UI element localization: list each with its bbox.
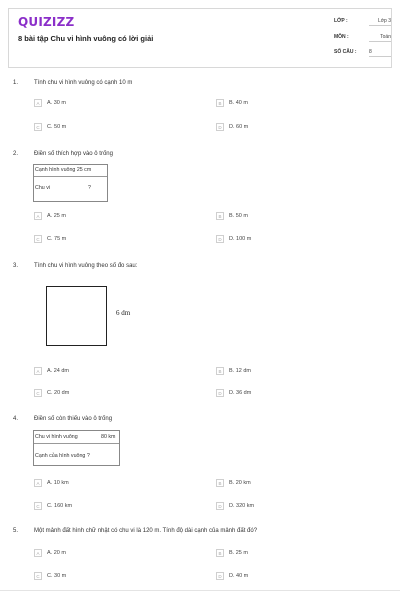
option-letter-box: D — [216, 502, 224, 510]
option-text: D. 40 m — [229, 573, 249, 579]
question-text: Điền số còn thiếu vào ô trống — [34, 416, 113, 422]
question-count-label: SỐ CÂU : — [334, 49, 357, 55]
option-text: C. 160 km — [47, 503, 73, 509]
option-letter-box: A — [34, 212, 42, 220]
option-letter-box: D — [216, 235, 224, 243]
answer-option-d[interactable] — [216, 235, 251, 243]
answer-option-d[interactable] — [216, 123, 248, 131]
option-text: D. 60 m — [229, 124, 249, 130]
worksheet-header — [8, 8, 392, 68]
option-text: C. 75 m — [47, 236, 67, 242]
option-letter-box: A — [34, 99, 42, 107]
question-text: Tính chu vi hình vuông có cạnh 10 m — [34, 80, 133, 86]
option-text: A. 30 m — [47, 100, 66, 106]
option-text: A. 10 km — [47, 480, 69, 486]
answer-option-a[interactable] — [34, 549, 66, 557]
option-letter-box: B — [216, 212, 224, 220]
table-cell: 80 km — [101, 434, 116, 440]
data-table — [33, 430, 120, 466]
subject-value: Toán — [369, 34, 391, 42]
answer-option-c[interactable] — [34, 123, 66, 131]
option-letter-box: C — [34, 502, 42, 510]
question-number: 5. — [13, 528, 19, 534]
option-letter-box: B — [216, 479, 224, 487]
answer-option-d[interactable] — [216, 502, 254, 510]
answer-option-b[interactable] — [216, 212, 248, 220]
option-letter-box: B — [216, 367, 224, 375]
option-letter-box: B — [216, 99, 224, 107]
data-table — [33, 164, 108, 202]
question-text: Điền số thích hợp vào ô trống — [34, 151, 113, 157]
question-number: 4. — [13, 416, 19, 422]
option-text: C. 30 m — [47, 573, 67, 579]
grade-label: LỚP : — [334, 18, 348, 24]
page-title: 8 bài tập Chu vi hình vuông có lời giải — [18, 34, 154, 43]
table-cell: Cạnh của hình vuông ? — [35, 453, 90, 459]
grade-value: Lớp 3 — [369, 18, 391, 26]
option-letter-box: A — [34, 479, 42, 487]
table-divider — [34, 176, 107, 177]
quizizz-logo: QUIZIZZ — [18, 15, 75, 29]
page-divider — [0, 590, 400, 591]
answer-option-b[interactable] — [216, 99, 248, 107]
option-text: D. 100 m — [229, 236, 252, 242]
answer-option-c[interactable] — [34, 235, 66, 243]
subject-label: MÔN : — [334, 34, 349, 40]
question-number: 2. — [13, 151, 19, 157]
option-text: A. 20 m — [47, 550, 66, 556]
table-cell: ? — [88, 185, 91, 191]
question-text: Tính chu vi hình vuông theo số đo sau: — [34, 263, 138, 269]
answer-option-d[interactable] — [216, 572, 248, 580]
question-count-value: 8 — [369, 49, 391, 57]
option-text: D. 36 dm — [229, 390, 252, 396]
answer-option-b[interactable] — [216, 479, 251, 487]
option-text: A. 24 dm — [47, 368, 70, 374]
option-text: C. 50 m — [47, 124, 67, 130]
question-text: Một mảnh đất hình chữ nhật có chu vi là 120 m. Tính độ dài cạnh của mảnh đất đó? — [34, 528, 258, 534]
option-text: D. 320 km — [229, 503, 255, 509]
answer-option-c[interactable] — [34, 389, 69, 397]
option-text: A. 25 m — [47, 213, 66, 219]
option-text: B. 40 m — [229, 100, 248, 106]
option-letter-box: D — [216, 123, 224, 131]
option-letter-box: D — [216, 389, 224, 397]
option-letter-box: C — [34, 389, 42, 397]
table-cell: Chu vi hình vuông — [35, 434, 78, 440]
option-text: B. 20 km — [229, 480, 251, 486]
square-figure — [46, 286, 107, 346]
question-number: 1. — [13, 80, 19, 86]
option-letter-box: A — [34, 367, 42, 375]
answer-option-b[interactable] — [216, 549, 248, 557]
answer-option-a[interactable] — [34, 212, 66, 220]
option-text: B. 12 dm — [229, 368, 252, 374]
answer-option-c[interactable] — [34, 502, 72, 510]
option-letter-box: D — [216, 572, 224, 580]
table-divider — [34, 443, 119, 444]
answer-option-b[interactable] — [216, 367, 251, 375]
square-side-label: 6 dm — [116, 309, 131, 317]
answer-option-a[interactable] — [34, 367, 69, 375]
option-letter-box: C — [34, 572, 42, 580]
question-number: 3. — [13, 263, 19, 269]
option-letter-box: B — [216, 549, 224, 557]
answer-option-a[interactable] — [34, 99, 66, 107]
table-cell: Chu vi — [35, 185, 51, 191]
option-letter-box: C — [34, 235, 42, 243]
option-letter-box: C — [34, 123, 42, 131]
option-text: B. 25 m — [229, 550, 248, 556]
answer-option-d[interactable] — [216, 389, 251, 397]
option-text: B. 50 m — [229, 213, 248, 219]
option-letter-box: A — [34, 549, 42, 557]
answer-option-c[interactable] — [34, 572, 66, 580]
table-cell: Cạnh hình vuông 25 cm — [35, 167, 92, 173]
option-text: C. 20 dm — [47, 390, 70, 396]
answer-option-a[interactable] — [34, 479, 69, 487]
